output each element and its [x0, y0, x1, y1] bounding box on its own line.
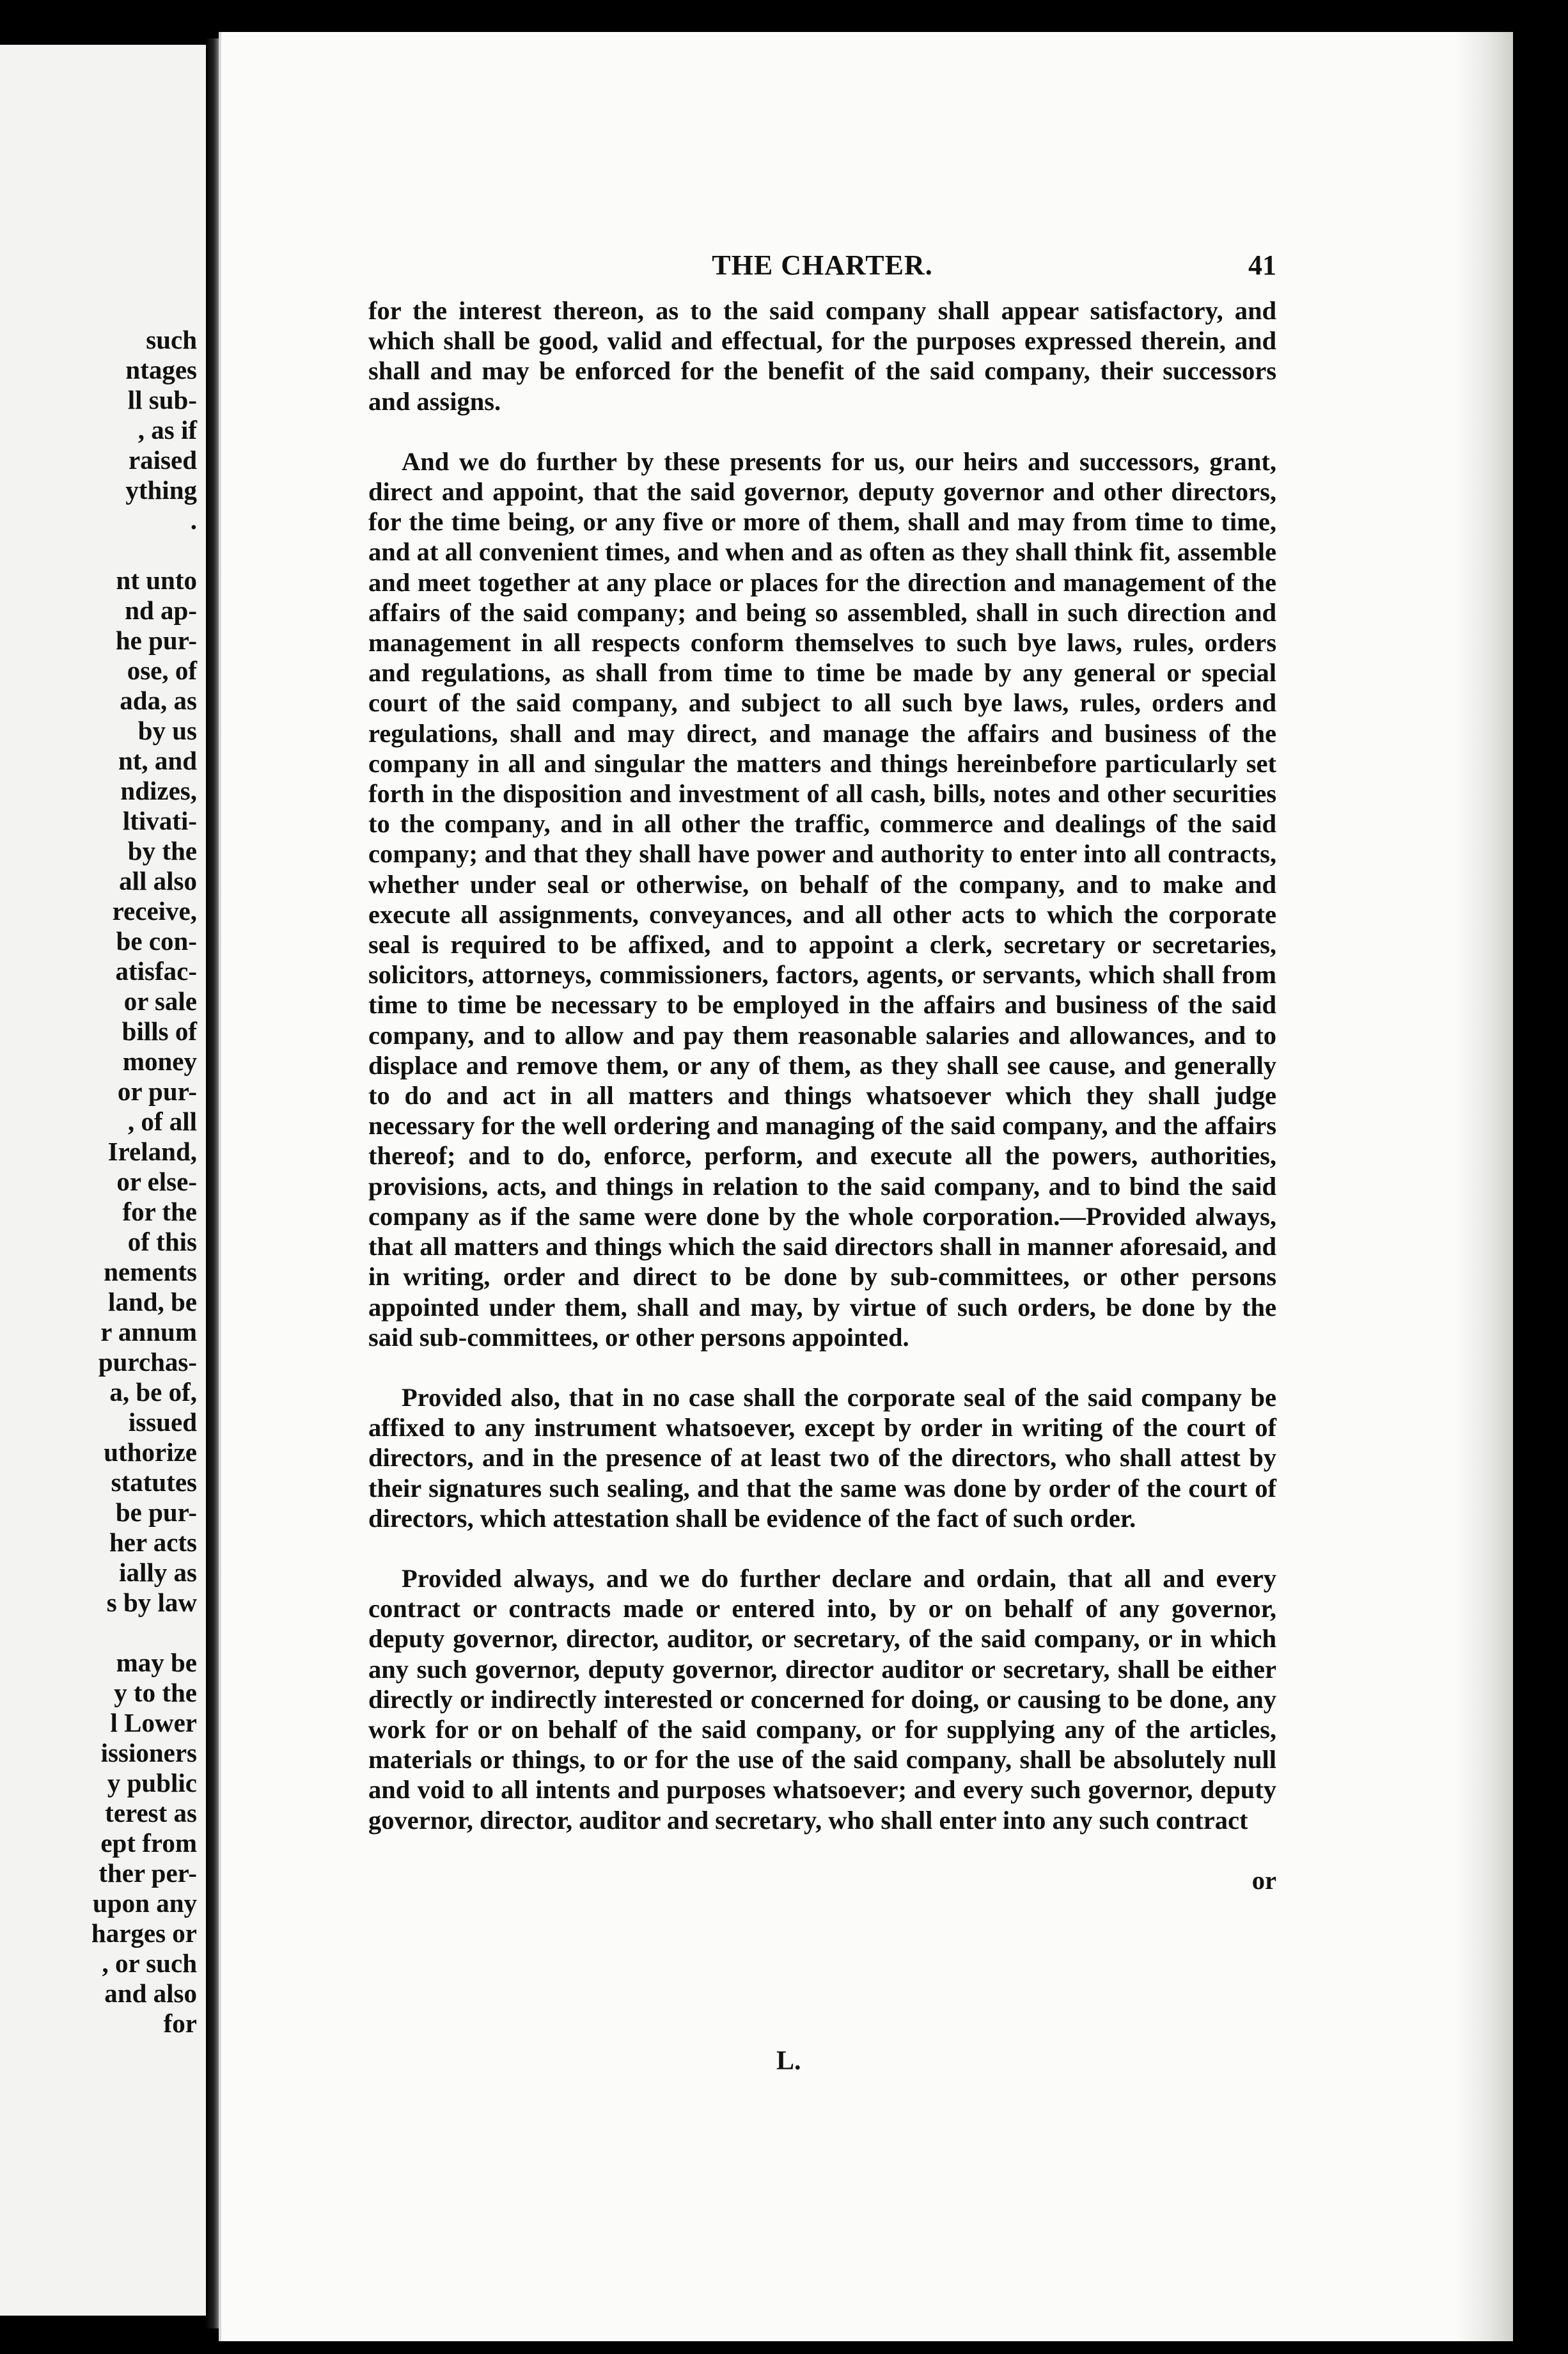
facing-page-line: , or such: [102, 1948, 197, 1978]
facing-page-line: y public: [107, 1768, 197, 1797]
facing-page-line: raised: [128, 445, 197, 475]
facing-page-line: y to the: [114, 1678, 197, 1707]
facing-page-line: upon any: [93, 1888, 197, 1918]
facing-page-line: may be: [116, 1648, 197, 1677]
facing-page-line: ada, as: [120, 686, 197, 715]
facing-page-line: ose, of: [127, 656, 197, 685]
facing-page-line: or else-: [116, 1167, 197, 1196]
facing-page-line: be pur-: [115, 1497, 197, 1527]
facing-page-line: bills of: [122, 1016, 197, 1046]
facing-page-line: of this: [127, 1227, 197, 1256]
facing-page-line: by us: [137, 716, 197, 745]
facing-page-line: statutes: [111, 1467, 197, 1497]
facing-page-line: purchas-: [98, 1347, 197, 1377]
facing-page-line: nd ap-: [125, 596, 197, 625]
facing-page-line: atisfac-: [115, 956, 197, 986]
facing-page-line: nt, and: [118, 746, 197, 775]
signature-mark: L.: [776, 2046, 801, 2076]
facing-page-line: [5, 1618, 197, 1648]
facing-page-fragment: [0, 45, 206, 2316]
page-number: 41: [1248, 249, 1276, 281]
facing-page-line: nements: [104, 1257, 197, 1286]
facing-page-line: issioners: [100, 1738, 197, 1767]
paragraph-contracts-void: Provided always, and we do further declare and ordain, that all and every contract or contracts made or entered into, by or on behalf of any governor, deputy governor, director, auditor, or secretary, of the said company, or in which any such governor, deputy governor, director auditor or secretary, shall be either directly or indirectly interested or concerned for doing, or causing to be done, any work for or on behalf of the said company, or for supplying any of the articles, materials or things, to or for the use of the said company, shall be absolutely null and void to all intents and purposes whatsoever; and every such governor, deputy governor, director, auditor and secretary, who shall enter into any such contract: [368, 1563, 1276, 1835]
book-gutter: [206, 38, 219, 2328]
page-text: [368, 235, 1276, 1895]
facing-page-text: [5, 325, 197, 2039]
paragraph-corporate-seal: Provided also, that in no case shall the corporate seal of the said company be affixed to any instrument whatsoever, except by order in writing of the court of directors, and in the presence of at least two of the directors, who shall attest by their signatures such sealing, and that the same was done by order of the court of directors, which attestation shall be evidence of the fact of such order.: [368, 1382, 1276, 1533]
facing-page-line: and also: [104, 1979, 197, 2008]
facing-page-line: land, be: [108, 1287, 197, 1316]
facing-page-line: ndizes,: [120, 776, 197, 805]
facing-page-line: harges or: [91, 1918, 197, 1948]
running-title: THE CHARTER.: [712, 249, 933, 281]
facing-page-line: s by law: [106, 1588, 197, 1617]
facing-page-line: her acts: [109, 1528, 197, 1557]
facing-page-line: for the: [122, 1197, 197, 1226]
facing-page-line: money: [122, 1047, 197, 1076]
paragraph-continuation: for the interest thereon, as to the said company shall appear satisfactory, and which shall be good, valid and effectual, for the purposes expressed therein, and shall and may be enforced for the benefit of the said company, their successors and assigns.: [368, 296, 1276, 416]
facing-page-line: .: [190, 505, 197, 535]
facing-page-line: , of all: [127, 1107, 197, 1136]
facing-page-line: ntages: [125, 355, 197, 384]
facing-page-line: by the: [127, 836, 197, 865]
facing-page-line: terest as: [105, 1798, 197, 1828]
facing-page-line: r annum: [100, 1317, 197, 1347]
page-edge-shadow: [1455, 32, 1513, 2341]
facing-page-line: , as if: [137, 415, 197, 445]
facing-page-line: nt unto: [116, 565, 197, 595]
facing-page-line: ltivati-: [122, 806, 197, 835]
facing-page-line: a, be of,: [109, 1377, 197, 1407]
catchword: or: [1251, 1865, 1276, 1895]
running-head: [368, 235, 1276, 296]
facing-page-line: he pur-: [115, 626, 197, 655]
page-41: [219, 32, 1513, 2341]
facing-page-line: receive,: [112, 896, 197, 926]
facing-page-line: ther per-: [98, 1858, 197, 1888]
facing-page-line: uthorize: [104, 1437, 197, 1467]
facing-page-line: ll sub-: [127, 385, 197, 415]
facing-page-line: for: [163, 2009, 197, 2038]
facing-page-line: issued: [128, 1407, 197, 1437]
facing-page-line: such: [146, 325, 197, 354]
facing-page-line: Ireland,: [107, 1137, 197, 1166]
facing-page-line: or sale: [123, 986, 197, 1016]
paragraph-directors-powers: And we do further by these presents for us, our heirs and successors, grant, direct and appoint, that the said governor, deputy governor and other directors, for the time being, or any five or more of them, shall and may from time to time, and at all convenient times, and when and as often as they shall think fit, assemble and meet together at any place or places for the direction and management of the affairs of the said company; and being so assembled, shall in such direction and management in all respects conform themselves to such bye laws, rules, orders and regulations, as shall from time to time be made by any general or special court of the said company, and subject to all such bye laws, rules, orders and regulations, shall and may direct, and manage the affairs and business of the company in all and singular the matters and things hereinbefore particularly set forth in the disposition and investment of all cash, bills, notes and other securities to the company, and in all other the traffic, commerce and dealings of the said company; and that they shall have power and authority to enter into all contracts, whether under seal or otherwise, on behalf of the company, and to make and execute all assignments, conveyances, and all other acts to which the corporate seal is required to be affixed, and to appoint a clerk, secretary or secretaries, solicitors, attorneys, commissioners, factors, agents, or servants, which shall from time to time be necessary to be employed in the affairs and business of the said company, and to allow and pay them reasonable salaries and allowances, and to displace and remove them, or any of them, as they shall see cause, and generally to do and act in all matters and things whatsoever which they shall judge necessary for the well ordering and managing of the said company, and the affairs thereof; and to do, enforce, perform, and execute all the powers, authorities, provisions, acts, and things in relation to the said company, and to bind the said company as if the same were done by the whole corporation.—Provided always, that all matters and things which the said directors shall in manner aforesaid, and in writing, order and direct to be done by sub-committees, or other persons appointed under them, shall and may, by virtue of such orders, be done by the said sub-committees, or other persons appointed.: [368, 446, 1276, 1352]
facing-page-line: be con-: [116, 926, 197, 956]
facing-page-line: ept from: [100, 1828, 197, 1858]
facing-page-line: ially as: [119, 1558, 197, 1587]
facing-page-line: ything: [125, 475, 197, 505]
facing-page-line: l Lower: [110, 1708, 197, 1737]
facing-page-line: all also: [119, 866, 197, 896]
facing-page-line: [5, 535, 197, 565]
facing-page-line: or pur-: [117, 1077, 197, 1106]
